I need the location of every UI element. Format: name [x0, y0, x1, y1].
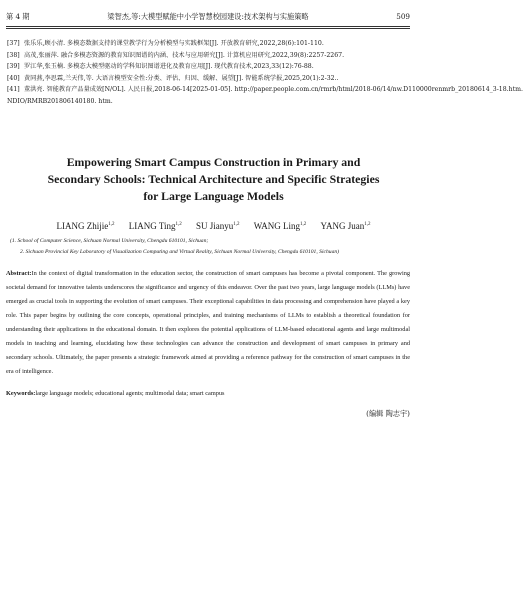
reference-number: [40]	[7, 74, 20, 82]
author-name: WANG Ling	[253, 221, 301, 231]
author-list	[20, 219, 407, 232]
author-affiliation-mark: 1,2	[364, 222, 371, 227]
reference-text: 罗江华,张玉楠. 多模态大模型驱动的学科知识图谱进化及教育应用[J]. 现代教育技术,2023,33(12):76-88.	[24, 63, 314, 70]
reference-number: [37]	[7, 40, 20, 47]
affiliation-line: 2. Sichuan Provincial Key Laboratory of Visualization Computing and Virtual Reality, Sichuan Normal University, Chengdu 610101, Sichuan)	[20, 249, 340, 255]
reference-number: [39]	[7, 63, 20, 70]
reference-text: 张乐乐,顾小清. 多模态数据支持的课堂教学行为分析模型与实践框架[J]. 开放教育研究,2022,28(6):101-110.	[24, 40, 324, 47]
author-name: LIANG Ting	[128, 221, 176, 231]
author-name: SU Jianyu	[196, 221, 234, 231]
paper-title: Empowering Smart Campus Construction in Primary and Secondary Schools: Technical Architecture and Specific Strategies for Large Language Models	[47, 155, 380, 203]
author-name: YANG Juan	[320, 221, 365, 231]
page-number: 509	[396, 12, 410, 21]
running-header	[6, 11, 410, 23]
running-title: 梁智杰,等:大模型赋能中小学智慧校园建设:技术架构与实施策略	[107, 12, 309, 21]
affiliations	[10, 236, 410, 258]
author	[321, 221, 371, 231]
author-affiliation-mark: 1,2	[175, 222, 182, 227]
abstract-label: Abstract:	[6, 270, 32, 277]
reference-number: [41]	[7, 86, 20, 93]
author	[254, 221, 307, 231]
reference-list	[7, 38, 523, 107]
keywords	[6, 388, 410, 400]
abstract	[6, 267, 410, 379]
keywords-label: Keywords:	[6, 390, 36, 397]
keywords-text: large language models; educational agents; multimodal data; smart campus	[35, 390, 225, 397]
author-affiliation-mark: 1,2	[108, 222, 115, 227]
issue-number: 第 4 期	[6, 12, 30, 21]
header-rule	[6, 26, 410, 27]
reference-continuation: NDIO/RMRB201806140180. htm.	[7, 97, 113, 105]
reference-text: 高茂,张丽萍. 融合多模态资源的教育知识图谱的内涵、技术与应用研究[J]. 计算机应用研究,2022,39(8):2257-2267.	[24, 51, 345, 59]
reference-item	[7, 61, 410, 73]
editor-note: (编辑 陶志宇)	[366, 409, 410, 418]
reference-item	[7, 73, 410, 85]
abstract-text: In the context of digital transformation in the education sector, the construction of smart campuses has become a pivotal component. The growing societal demand for innovative talents underscores the significance and urgency of this endeavor. Over the past two years, large language models (LLMs) have emerged as crucial tools in supporting the evolution of smart campuses. Their exceptional capabilities in data processing and comprehension have played a key role. This paper begins by outlining the core concepts, operational principles, and training mechanisms of LLMs to establish a theoretical foundation for understanding their applications in the educational domain. It then explores the potential applications of LLM-based educational agents and large multimodal models in teaching and learning, elucidating how these technologies can advance the construction and development of smart campuses in primary and secondary schools. Ultimately, the paper presents a strategic framework aimed at providing a reference pathway for the construction of smart campuses in the era of intelligence.	[6, 270, 410, 375]
reference-item	[7, 38, 410, 50]
author-name: LIANG Zhijie	[56, 221, 109, 231]
author	[196, 221, 240, 231]
header-rule-second	[6, 28, 410, 29]
reference-item	[7, 84, 523, 96]
reference-item	[7, 50, 410, 62]
author-affiliation-mark: 1,2	[300, 222, 307, 227]
author	[56, 221, 114, 231]
reference-number: [38]	[7, 51, 20, 59]
reference-text: 黄同燕,李思霖,兰天伟,等. 大语言模型安全性:分类、评估、归因、缓解、展望[J]. 智能系统学报,2025,20(1):2-32..	[24, 74, 339, 82]
reference-text: 董洪亮. 智能教育产品量成效[N/OL]. 人民日报,2018-06-14[2025-01-05]. http://paper.people.com.cn/rmrb/html/2018-06/14/nw.D110000renmrb_20180614_3-18.htm.	[24, 86, 523, 93]
author	[129, 221, 182, 231]
affiliation-line: (1. School of Computer Science, Sichuan Normal University, Chengdu 610101, Sichuan;	[10, 238, 209, 244]
author-affiliation-mark: 1,2	[233, 222, 240, 227]
